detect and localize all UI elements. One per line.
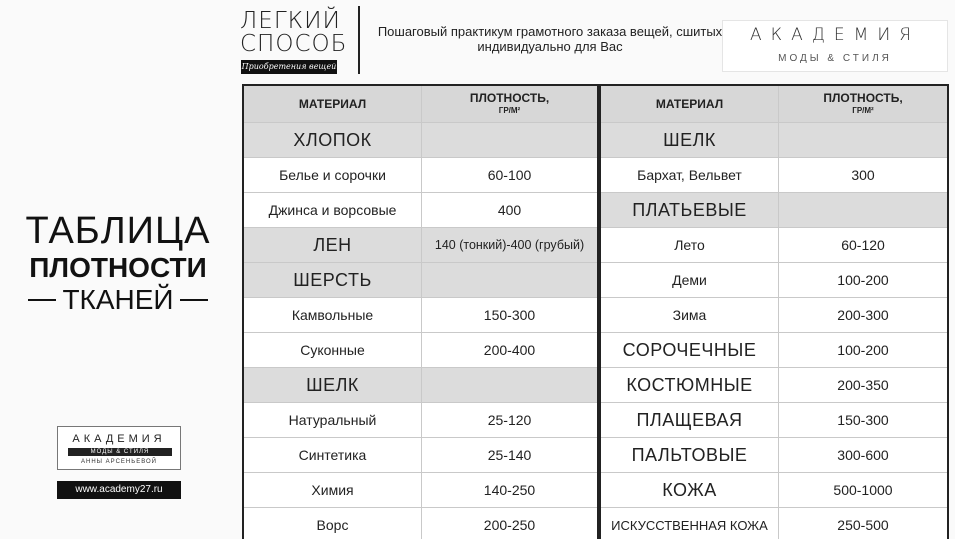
density-cell: 140 (тонкий)-400 (грубый) <box>422 228 597 262</box>
header-density-unit: ГР/М² <box>498 105 521 115</box>
material-cell: ШЕЛК <box>244 368 422 402</box>
header-material: МАТЕРИАЛ <box>244 86 422 122</box>
footer-logo <box>57 426 181 470</box>
header-divider <box>358 6 360 74</box>
academy-subtitle: МОДЫ & СТИЛЯ <box>778 53 892 64</box>
density-cell <box>422 123 597 157</box>
density-cell: 60-100 <box>487 167 532 183</box>
table-row <box>601 158 947 193</box>
density-cell: 60-120 <box>841 237 885 253</box>
brand-tag: Приобретения вещей <box>241 60 337 74</box>
table-row <box>244 158 597 193</box>
table-header-row <box>601 86 947 123</box>
material-cell: Бархат, Вельвет <box>601 158 779 192</box>
material-cell: Химия <box>244 473 422 507</box>
table-row <box>244 193 597 228</box>
density-cell <box>422 368 597 402</box>
academy-name: АКАДЕМИЯ <box>750 25 920 45</box>
density-cell: 200-300 <box>837 307 889 323</box>
table-header-row <box>244 86 597 123</box>
material-cell: ШЕЛК <box>601 123 779 157</box>
material-cell: Деми <box>601 263 779 297</box>
material-cell: ПЛАТЬЕВЫЕ <box>601 193 779 227</box>
table-row <box>244 403 597 438</box>
title-line1: ТАБЛИЦА <box>25 210 211 252</box>
density-cell: 250-500 <box>837 517 889 533</box>
density-cell: 300-600 <box>837 447 889 463</box>
table-row <box>244 438 597 473</box>
table-row <box>244 228 597 263</box>
title-line3: ТКАНЕЙ <box>62 284 174 315</box>
header-density-label: ПЛОТНОСТЬ, <box>823 90 903 105</box>
material-cell: Синтетика <box>244 438 422 472</box>
material-cell: ЛЕН <box>244 228 422 262</box>
material-cell: Натуральный <box>244 403 422 437</box>
table-row <box>601 368 947 403</box>
page-title <box>20 212 216 316</box>
density-cell: 300 <box>851 167 875 183</box>
header-density <box>779 86 947 122</box>
material-cell: Ворс <box>244 508 422 539</box>
material-cell: ПЛАЩЕВАЯ <box>601 403 779 437</box>
density-cell: 150-300 <box>837 412 889 428</box>
density-cell: 25-140 <box>487 447 532 463</box>
academy-logo <box>722 20 948 72</box>
material-cell: ШЕРСТЬ <box>244 263 422 297</box>
table-row <box>601 263 947 298</box>
title-dash-right <box>180 299 208 301</box>
title-line2: ПЛОТНОСТИ <box>29 252 207 283</box>
footer-logo-name: АКАДЕМИЯ <box>72 433 166 445</box>
title-line3-row <box>20 284 216 316</box>
table-row <box>244 333 597 368</box>
header-material: МАТЕРИАЛ <box>601 86 779 122</box>
table-row <box>601 333 947 368</box>
material-cell: КОСТЮМНЫЕ <box>601 368 779 402</box>
material-cell: ХЛОПОК <box>244 123 422 157</box>
material-cell: КОЖА <box>601 473 779 507</box>
site-url[interactable]: www.academy27.ru <box>57 481 181 499</box>
density-cell: 200-250 <box>483 517 536 533</box>
material-cell: Белье и сорочки <box>244 158 422 192</box>
title-dash-left <box>28 299 56 301</box>
density-cell: 500-1000 <box>833 482 893 498</box>
material-cell: Зима <box>601 298 779 332</box>
density-table-right <box>599 84 949 539</box>
table-row <box>244 263 597 298</box>
density-cell: 200-400 <box>483 342 536 358</box>
table-row <box>601 193 947 228</box>
density-cell <box>779 123 947 157</box>
material-cell: Камвольные <box>244 298 422 332</box>
footer-logo-sub: МОДЫ & СТИЛЯ <box>68 448 172 456</box>
material-cell: Лето <box>601 228 779 262</box>
density-cell: 100-200 <box>837 272 889 288</box>
table-row <box>601 123 947 158</box>
table-row <box>601 438 947 473</box>
header-density-label: ПЛОТНОСТЬ, <box>469 90 550 105</box>
table-row <box>601 228 947 263</box>
density-cell: 140-250 <box>483 482 536 498</box>
table-row <box>601 403 947 438</box>
brand-line2: СПОСОБ <box>240 31 348 57</box>
header-description: Пошаговый практикум грамотного заказа вещей, сшитых индивидуально для Вас <box>377 24 723 54</box>
density-cell: 25-120 <box>487 412 532 428</box>
table-row <box>601 298 947 333</box>
density-cell <box>779 193 947 227</box>
density-table-left <box>242 84 599 539</box>
density-cell: 400 <box>497 202 522 218</box>
footer-logo-author: АННЫ АРСЕНЬЕВОЙ <box>81 459 157 465</box>
table-row <box>601 508 947 539</box>
header-density <box>422 86 597 122</box>
table-row <box>244 508 597 539</box>
density-cell: 200-350 <box>837 377 889 393</box>
material-cell: Джинса и ворсовые <box>244 193 422 227</box>
brand-logo <box>237 8 347 74</box>
material-cell: Суконные <box>244 333 422 367</box>
brand-line1: ЛЕГКИЙ <box>240 8 341 34</box>
header-density-unit: ГР/М² <box>852 105 874 115</box>
density-cell: 100-200 <box>837 342 889 358</box>
material-cell: ИСКУССТВЕННАЯ КОЖА <box>601 508 779 539</box>
table-row <box>244 368 597 403</box>
material-cell: СОРОЧЕЧНЫЕ <box>601 333 779 367</box>
table-row <box>244 473 597 508</box>
table-row <box>244 123 597 158</box>
table-row <box>244 298 597 333</box>
density-cell <box>422 263 597 297</box>
density-cell: 150-300 <box>483 307 536 323</box>
table-row <box>601 473 947 508</box>
material-cell: ПАЛЬТОВЫЕ <box>601 438 779 472</box>
